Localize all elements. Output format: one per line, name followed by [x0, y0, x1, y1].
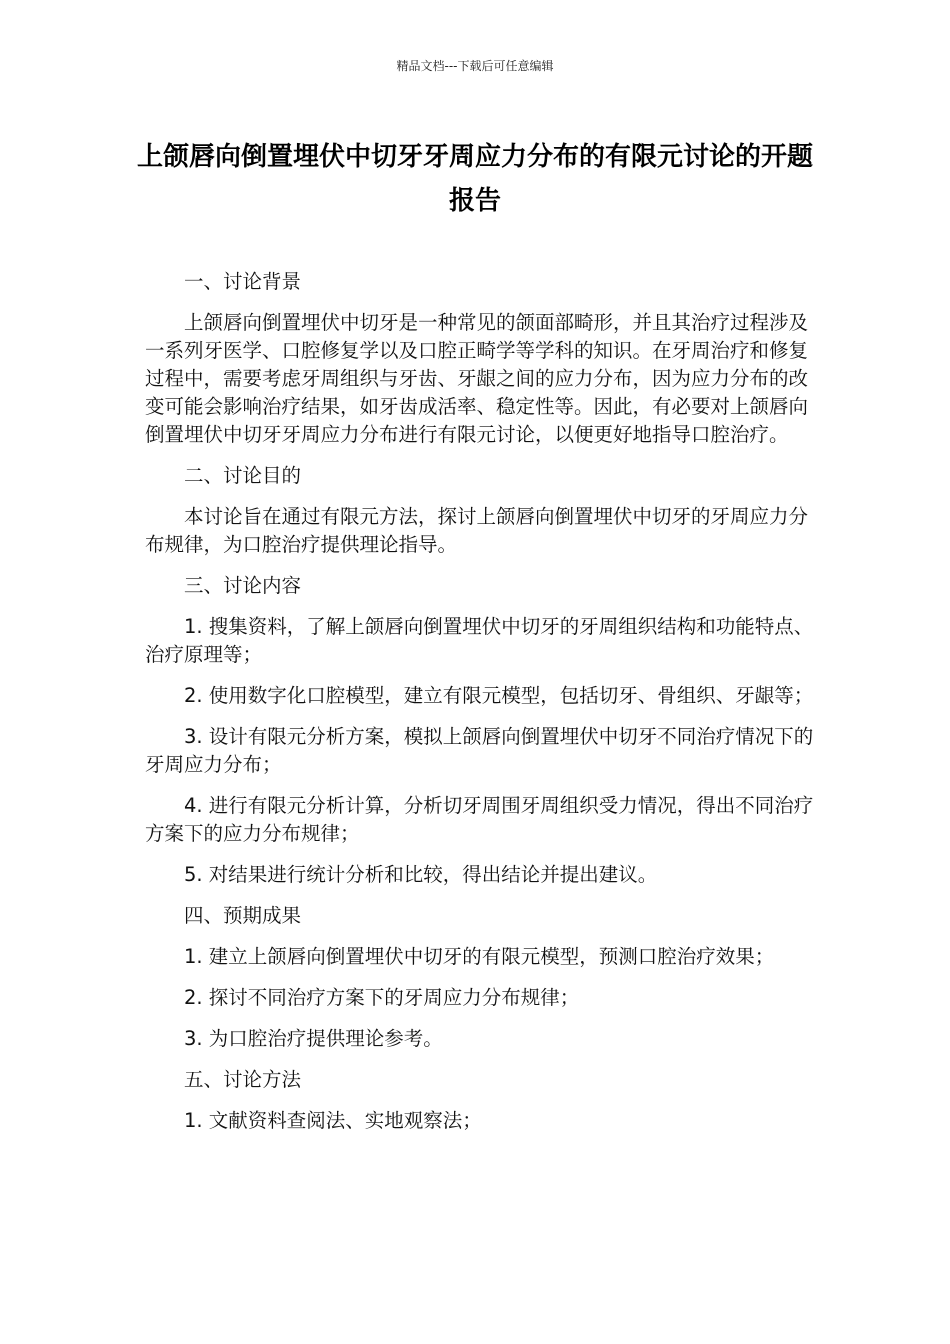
list-item: 2. 使用数字化口腔模型，建立有限元模型，包括切牙、骨组织、牙龈等； — [184, 684, 814, 707]
list-item: 1. 文献资料查阅法、实地观察法； — [184, 1109, 482, 1132]
section-heading: 一、讨论背景 — [184, 270, 302, 293]
paragraph: 本讨论旨在通过有限元方法，探讨上颌唇向倒置埋伏中切牙的牙周应力分布规律，为口腔治疗提供理论指导。 — [145, 505, 809, 556]
list-item: 1. 搜集资料，了解上颌唇向倒置埋伏中切牙的牙周组织结构和功能特点、治疗原理等； — [145, 615, 814, 666]
list-item: 5. 对结果进行统计分析和比较，得出结论并提出建议。 — [184, 863, 658, 886]
section-heading: 二、讨论目的 — [184, 464, 302, 487]
section-heading: 四、预期成果 — [184, 904, 302, 927]
section-heading: 三、讨论内容 — [184, 574, 302, 597]
document-title: 上颌唇向倒置埋伏中切牙牙周应力分布的有限元讨论的开题报告 — [136, 142, 813, 216]
paragraph: 上颌唇向倒置埋伏中切牙是一种常见的颌面部畸形，并且其治疗过程涉及一系列牙医学、口腔修复学以及口腔正畸学等学科的知识。在牙周治疗和修复过程中，需要考虑牙周组织与牙齿、牙龈之间的应力分布，因为应力分布的改变可能会影响治疗结果，如牙齿成活率、稳定性等。因此，有必要对上颌唇向倒置埋伏中切牙牙周应力分布进行有限元讨论，以便更好地指导口腔治疗。 — [145, 311, 809, 446]
header-note: 精品文档---下载后可任意编辑 — [396, 59, 554, 73]
list-item: 1. 建立上颌唇向倒置埋伏中切牙的有限元模型，预测口腔治疗效果； — [184, 945, 775, 968]
document-body — [145, 268, 815, 1148]
list-item: 3. 设计有限元分析方案，模拟上颌唇向倒置埋伏中切牙不同治疗情况下的牙周应力分布； — [145, 725, 814, 776]
list-item: 2. 探讨不同治疗方案下的牙周应力分布规律； — [184, 986, 580, 1009]
section-heading: 五、讨论方法 — [184, 1068, 302, 1091]
list-item: 3. 为口腔治疗提供理论参考。 — [184, 1027, 443, 1050]
list-item: 4. 进行有限元分析计算，分析切牙周围牙周组织受力情况，得出不同治疗方案下的应力分布规律； — [145, 794, 814, 845]
